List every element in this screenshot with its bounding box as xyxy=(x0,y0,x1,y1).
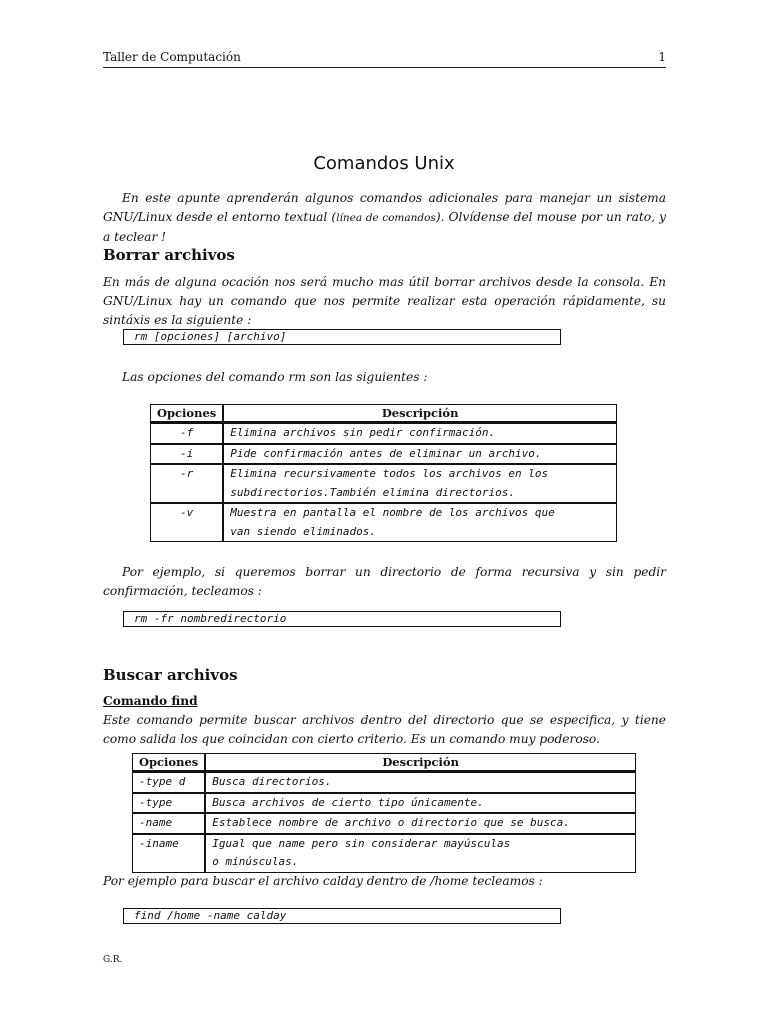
section-heading-borrar: Borrar archivos xyxy=(103,246,235,264)
rm-example-paragraph: Por ejemplo, si queremos borrar un directorio de forma recursiva y sin pedir confirmación, tecleamos : xyxy=(103,565,666,598)
table-header-row xyxy=(150,404,617,423)
table-row xyxy=(132,793,636,814)
find-example-box: find /home -name calday xyxy=(123,908,561,924)
table-header-row xyxy=(132,753,636,772)
description-cell xyxy=(223,503,617,542)
table-row xyxy=(150,503,617,542)
page-number: 1 xyxy=(658,50,666,64)
table-row xyxy=(150,423,617,444)
option-cell: -f xyxy=(150,423,223,444)
course-name: Taller de Computación xyxy=(103,50,241,64)
description-line: Elimina archivos sin pedir confirmación. xyxy=(230,426,496,439)
header-descripcion: Descripción xyxy=(205,753,636,772)
description-cell xyxy=(205,813,636,834)
intro-paragraph xyxy=(103,189,666,247)
description-line: Igual que name pero sin considerar mayúsculas xyxy=(212,836,511,850)
description-line: Pide confirmación antes de eliminar un archivo. xyxy=(230,446,542,460)
option-cell: -iname xyxy=(132,834,205,873)
header-descripcion: Descripción xyxy=(223,404,617,423)
page-footer-initials: G.R. xyxy=(103,955,123,965)
find-example-paragraph: Por ejemplo para buscar el archivo calday dentro de /home tecleamos : xyxy=(103,874,543,888)
section-heading-buscar: Buscar archivos xyxy=(103,666,238,684)
description-line: Establece nombre de archivo o directorio que se busca. xyxy=(212,816,570,829)
option-cell: -type d xyxy=(132,772,205,793)
find-paragraph: Este comando permite buscar archivos dentro del directorio que se especifica, y tiene como salida los que coincidan con cierto criterio. Es un comando muy poderoso. xyxy=(103,713,666,746)
description-cell xyxy=(223,444,617,465)
intro-text-small: línea de comandos xyxy=(336,212,436,224)
description-cell xyxy=(205,793,636,814)
description-line: o minúsculas. xyxy=(212,855,299,868)
option-cell: -r xyxy=(150,464,223,503)
header-opciones: Opciones xyxy=(132,753,205,772)
rm-options-intro: Las opciones del comando rm son las siguientes : xyxy=(122,370,428,384)
option-cell: -type xyxy=(132,793,205,814)
description-cell xyxy=(223,423,617,444)
rm-example-box: rm -fr nombredirectorio xyxy=(123,611,561,627)
description-line: subdirectorios.También elimina directorios. xyxy=(230,485,516,499)
table-row xyxy=(132,834,636,873)
find-options-table xyxy=(132,753,636,873)
description-line: Busca directorios. xyxy=(212,775,332,788)
option-cell: -v xyxy=(150,503,223,542)
table-row xyxy=(150,464,617,503)
document-title: Comandos Unix xyxy=(313,153,455,174)
description-line: Busca archivos de cierto tipo únicamente. xyxy=(212,795,484,809)
rm-syntax-box: rm [opciones] [archivo] xyxy=(123,329,561,345)
subheading-find: Comando find xyxy=(103,694,198,708)
description-line: Muestra en pantalla el nombre de los archivos que xyxy=(230,506,555,519)
borrar-paragraph: En más de alguna ocación nos será mucho mas útil borrar archivos desde la consola. En GNU/Linux hay un comando que nos permite realizar esta operación rápidamente, su sintáxis es la siguiente : xyxy=(103,275,666,327)
rm-options-table xyxy=(150,404,617,542)
table-row xyxy=(132,813,636,834)
description-line: van siendo eliminados. xyxy=(230,524,376,538)
description-cell xyxy=(205,772,636,793)
table-row xyxy=(150,444,617,465)
intro-text-1: En este apunte aprenderán algunos comandos adicionales para manejar un sistema GNU/Linux desde el entorno textual ( xyxy=(103,191,666,224)
table-row xyxy=(132,772,636,793)
page-header xyxy=(103,50,666,68)
description-line: Elimina recursivamente todos los archivos en los xyxy=(230,467,549,480)
option-cell: -i xyxy=(150,444,223,465)
description-cell xyxy=(205,834,636,873)
header-opciones: Opciones xyxy=(150,404,223,423)
intro-text-2: ). Olvídense del mouse por un rato, y a teclear ! xyxy=(103,210,666,244)
option-cell: -name xyxy=(132,813,205,834)
description-cell xyxy=(223,464,617,503)
